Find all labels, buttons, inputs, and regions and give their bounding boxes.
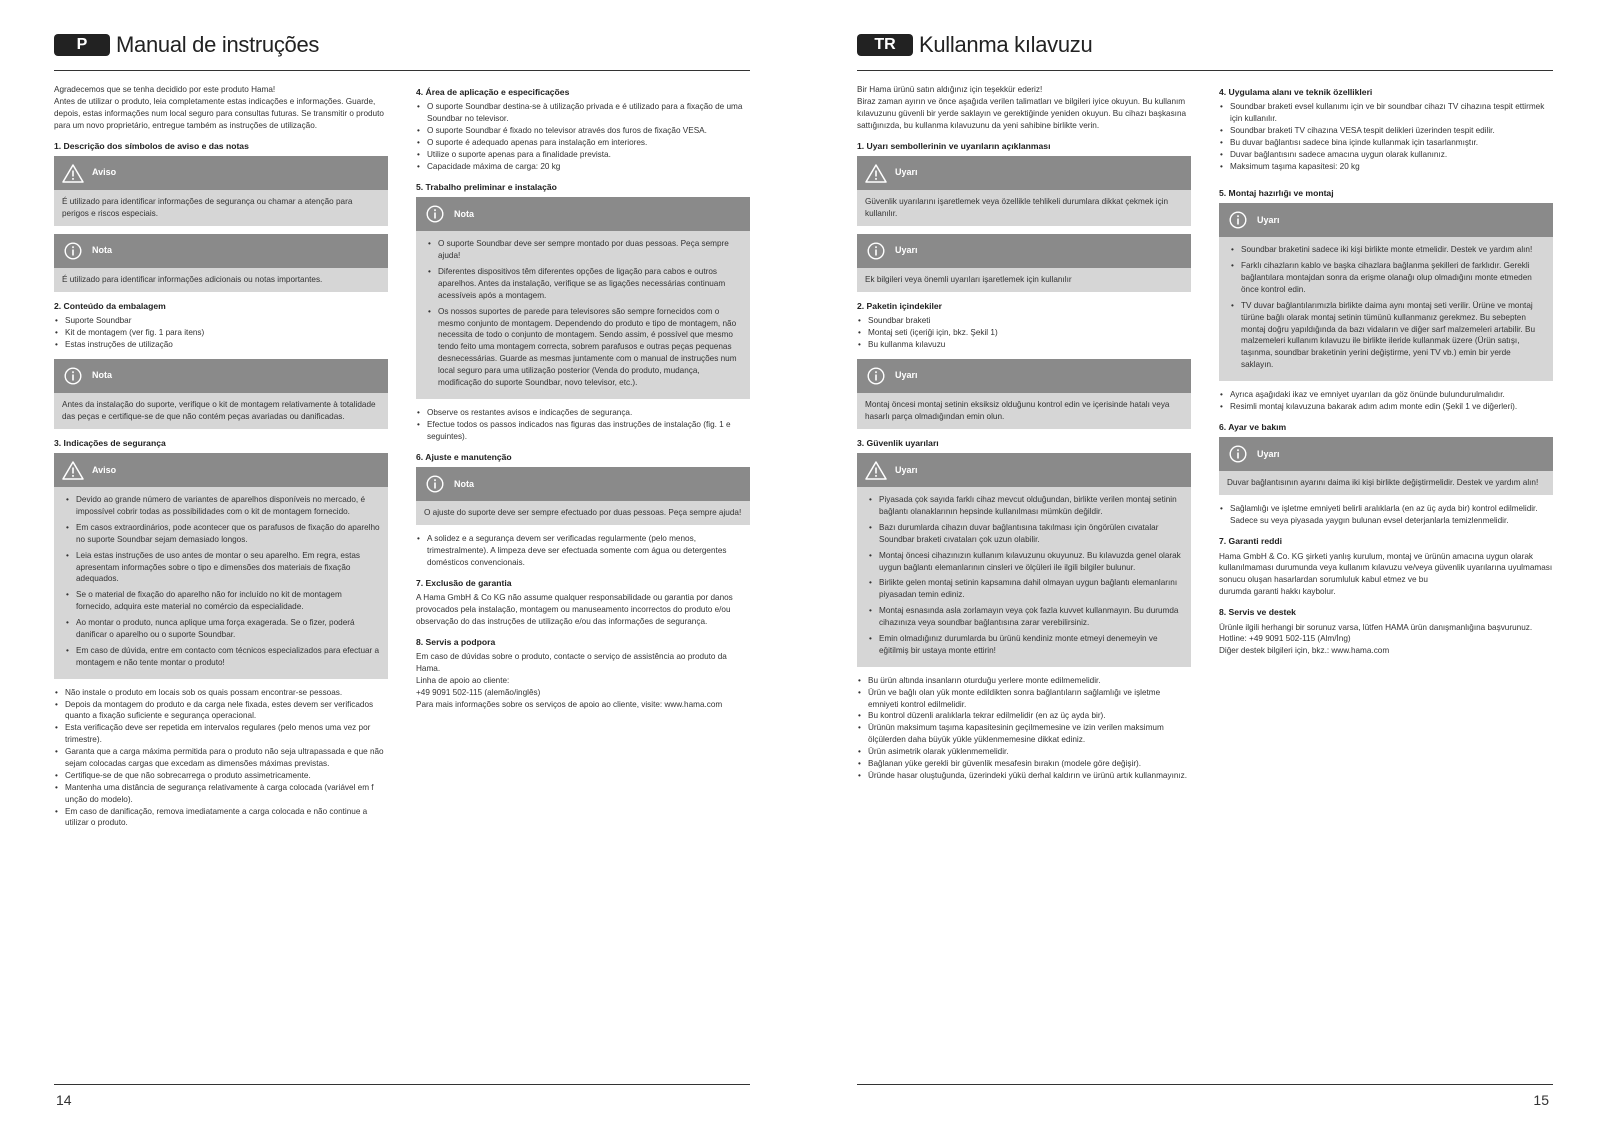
header-divider: [857, 70, 1553, 71]
bullet-list: [416, 101, 750, 172]
section-heading: 3. Güvenlik uyarıları: [857, 437, 939, 448]
list-item: • Montaj öncesi cihazınızın kullanım kılavuzunu okuyunuz. Bu kılavuzda genel olarak uygun bağlantı elemanlarının cinsleri ve ölçüleri ile ilgili bilgiler bulunur.: [865, 550, 1183, 574]
page-title: Manual de instruções: [116, 32, 320, 58]
list-item: • Ürün ve bağlı olan yük monte edildikten sonra bağlantıların sağlamlığı ve işletme emniyeti kontrol edilmelidir.: [857, 687, 1191, 711]
list-item: • Emin olmadığınız durumlarda bu ürünü kendiniz monte etmeyi denemeyin ve eğitilmiş bir ustaya monte ettirin!: [865, 633, 1183, 657]
info-icon: [865, 366, 887, 386]
info-icon: [424, 474, 446, 494]
list-item: • Utilize o suporte apenas para a finalidade prevista.: [416, 149, 750, 161]
section-heading: 1. Uyarı sembollerinin ve uyarıların açıklanması: [857, 140, 1051, 151]
list-item: • O suporte é adequado apenas para instalação em interiores.: [416, 137, 750, 149]
column-1: [857, 84, 1191, 790]
note-box: Nota O ajuste do suporte deve ser sempre efectuado por duas pessoas. Peça sempre ajuda!: [416, 467, 750, 525]
list-item: • Os nossos suportes de parede para televisores são sempre fornecidos com o mesmo conjunto de montagem. Dependendo do produto e tipo de montagem, não necessita de todo o conjunto de montagem. Sendo assim, é possível que mesmo tendo feito uma montagem correcta, sobrem parafusos e outras peças pequenas desnecessárias. Guarde as mesmas juntamente com o manual de instruções num local seguro para uma utilização posterior (Venda do produto, mudança, modificação do suporte Soundbar, novo televisor, etc.).: [424, 306, 742, 389]
list-item: • TV duvar bağlantılarımızla birlikte daima aynı montaj seti verilir. Ürüne ve montaj türüne bağlı olarak montaj setinin tümünü kullanmanız gerekmez. Bu sebepten montaj doğru yapıldığında da bazı vidaların ve diğer sarf malzemeleri artabilir. Bu malzemeleri kullanım kılavuzu ile birlikte ileride kullanmak üzere (Ürün satışı, taşınma, soundbar braketinin yerini değiştirme, yeni TV vb.) emin bir yerde saklayın.: [1227, 300, 1545, 371]
list-item: • Soundbar braketini sadece iki kişi birlikte monte etmelidir. Destek ve yardım alın!: [1227, 244, 1545, 256]
warning-triangle-icon: [865, 163, 887, 183]
warning-triangle-icon: [62, 163, 84, 183]
bullet-list: [1219, 101, 1553, 172]
section-heading: 6. Ayar ve bakım: [1219, 421, 1287, 432]
list-item: • Se o material de fixação do aparelho não for incluído no kit de montagem fornecido, adquira este material no comércio da especialidade.: [62, 589, 380, 613]
section-heading: 7. Exclusão de garantia: [416, 577, 512, 588]
list-item: • Resimli montaj kılavuzuna bakarak adım adım monte edin (Şekil 1 ve diğerleri).: [1219, 401, 1553, 413]
info-icon: [865, 241, 887, 261]
list-item: • Duvar bağlantısını sadece amacına uygun olarak kullanınız.: [1219, 149, 1553, 161]
section-heading: 1. Descrição dos símbolos de aviso e das notas: [54, 140, 249, 151]
list-item: • Não instale o produto em locais sob os quais possam encontrar-se pessoas.: [54, 687, 388, 699]
list-item: • Em caso de danificação, remova imediatamente a carga colocada e não continue a utilizar o produto.: [54, 806, 388, 830]
intro: Agradecemos que se tenha decidido por este produto Hama! Antes de utilizar o produto, leia completamente estas indicações e informações. Guarde, depois, estas informações num local seguro para consultas futuras. Se transmitir o produto para um novo proprietário, entregue também as instruções de utilização.: [54, 85, 384, 130]
list-item: • Sağlamlığı ve işletme emniyeti belirli aralıklarla (en az üç ayda bir) kontrol edilmelidir. Sadece su veya piyasada yaygın bulunan evsel deterjanlarla temizlenmelidir.: [1219, 503, 1553, 527]
note-box: Uyarı Duvar bağlantısının ayarını daima iki kişi birlikte değiştirmelidir. Destek ve yardım alın!: [1219, 437, 1553, 495]
list-item: • Bazı durumlarda cihazın duvar bağlantısına takılması için öngörülen cıvatalar Soundbar braketi cıvataları çok uzun olabilir.: [865, 522, 1183, 546]
section-heading: 8. Servis ve destek: [1219, 607, 1296, 618]
section-heading: 2. Conteúdo da embalagem: [54, 300, 166, 311]
list-item: • O suporte Soundbar é fixado no televisor através dos furos de fixação VESA.: [416, 125, 750, 137]
column-2: [1219, 84, 1553, 665]
info-icon: [1227, 444, 1249, 464]
list-item: • Observe os restantes avisos e indicações de segurança.: [416, 407, 750, 419]
bullet-list: [54, 687, 388, 830]
warning-box: Aviso • Devido ao grande número de variantes de aparelhos disponíveis no mercado, é impossível cobrir todas as possibilidades com o kit de montagem fornecido. • Em casos extraordinários, pode acontecer que os parafusos de fixação do aparelho no suporte Soundbar sejam demasiado longos. • Leia estas instruções de uso antes de montar o seu aparelho. Em regra, estas apresentam informações sobre o tipo e dimensões dos materiais de fixação adequados. • Se o material de fixação do aparelho não for incluído no kit de montagem fornecido, adquira este material no comércio da especialidade. • Ao montar o produto, nunca aplique uma força exagerada. Se o fizer, poderá danificar o aparelho ou o suporte Soundbar. • Em caso de dúvida, entre em contacto com técnicos especializados para efectuar a montagem e não tente montar o produto!: [54, 453, 388, 679]
language-badge: P: [54, 34, 110, 56]
list-item: • Ürünün maksimum taşıma kapasitesinin geçilmemesine ve izin verilen maksimum ölçülerden daha büyük yükle yüklenmemesine dikkat ediniz.: [857, 722, 1191, 746]
warning-box: Uyarı • Piyasada çok sayıda farklı cihaz mevcut olduğundan, birlikte verilen montaj setinin bağlantı olanaklarının hepsinde kullanılması mümkün değildir. • Bazı durumlarda cihazın duvar bağlantısına takılması için öngörülen cıvatalar Soundbar braketi cıvataları çok uzun olabilir. • Montaj öncesi cihazınızın kullanım kılavuzunu okuyunuz. Bu kılavuzda genel olarak uygun bağlantı elemanlarının cinsleri ve ölçüleri ile ilgili bilgiler bulunur. • Birlikte gelen montaj setinin kapsamına dahil olmayan uygun bağlantı elemanlarını piyasadan temin ediniz. • Montaj esnasında asla zorlamayın veya çok fazla kuvvet kullanmayın. Bu durumda cihazınıza veya soundbar bağlantısına zarar verebilirsiniz. • Emin olmadığınız durumlarda bu ürünü kendiniz monte etmeyi denemeyin ve eğitilmiş bir ustaya monte ettirin!: [857, 453, 1191, 667]
list-item: • Estas instruções de utilização: [54, 339, 388, 351]
list-item: • Bu kullanma kılavuzu: [857, 339, 1191, 351]
list-item: • O suporte Soundbar destina-se à utilização privada e é utilizado para a fixação de uma Soundbar no televisor.: [416, 101, 750, 125]
list-item: • Üründe hasar oluştuğunda, üzerindeki yükü derhal kaldırın ve ürünü artık kullanmayınız.: [857, 770, 1191, 782]
list-item: • Bu ürün altında insanların oturduğu yerlere monte edilmemelidir.: [857, 675, 1191, 687]
list-item: • Bu kontrol düzenli aralıklarla tekrar edilmelidir (en az üç ayda bir).: [857, 710, 1191, 722]
list-item: • Piyasada çok sayıda farklı cihaz mevcut olduğundan, birlikte verilen montaj setinin bağlantı olanaklarının hepsinde kullanılması mümkün değildir.: [865, 494, 1183, 518]
list-item: • Kit de montagem (ver fig. 1 para itens): [54, 327, 388, 339]
list-item: • Mantenha uma distância de segurança relativamente à carga colocada (variável em f unção do modelo).: [54, 782, 388, 806]
list-item: • Bu duvar bağlantısı sadece bina içinde kullanmak için tasarlanmıştır.: [1219, 137, 1553, 149]
note-box: Nota É utilizado para identificar informações adicionais ou notas importantes.: [54, 234, 388, 292]
bullet-list: [857, 675, 1191, 782]
note-box: Uyarı Ek bilgileri veya önemli uyarıları işaretlemek için kullanılır: [857, 234, 1191, 292]
bullet-list: [416, 533, 750, 569]
footer-divider: [54, 1084, 750, 1085]
list-item: • Diferentes dispositivos têm diferentes opções de ligação para cabos e outros aparelhos. Antes da instalação, verifique se as ligações necessárias continuam acessíveis após a montagem.: [424, 266, 742, 302]
section-heading: 4. Uygulama alanı ve teknik özellikleri: [1219, 87, 1373, 97]
list-item: • Efectue todos os passos indicados nas figuras das instruções de instalação (fig. 1 e seguintes).: [416, 419, 750, 443]
section-heading: 7. Garanti reddi: [1219, 536, 1283, 547]
warning-triangle-icon: [62, 460, 84, 480]
page-header: [54, 32, 319, 58]
list-item: • Esta verificação deve ser repetida em intervalos regulares (pelo menos uma vez por trimestre).: [54, 722, 388, 746]
list-item: • Ao montar o produto, nunca aplique uma força exagerada. Se o fizer, poderá danificar o aparelho ou o suporte Soundbar.: [62, 617, 380, 641]
list-item: • Em caso de dúvida, entre em contacto com técnicos especializados para efectuar a montagem e não tente montar o produto!: [62, 645, 380, 669]
list-item: • Soundbar braketi: [857, 315, 1191, 327]
info-icon: [62, 366, 84, 386]
list-item: • Montaj esnasında asla zorlamayın veya çok fazla kuvvet kullanmayın. Bu durumda cihazınıza veya soundbar bağlantısına zarar verebilirsiniz.: [865, 605, 1183, 629]
note-box: Nota Antes da instalação do suporte, verifique o kit de montagem relativamente à totalidade das peças e certifique-se de que não contém peças avariadas ou danificadas.: [54, 359, 388, 429]
warranty-text: A Hama GmbH & Co KG não assume qualquer responsabilidade ou garantia por danos provocados pela instalação, montagem ou manuseamento incorrectos do produto e/ou observação do das instruções de utilização e/ou das informações de segurança.: [416, 593, 733, 626]
header-divider: [54, 70, 750, 71]
page-right: [857, 0, 1553, 1136]
section-heading: 6. Ajuste e manutenção: [416, 451, 512, 462]
page-title: Kullanma kılavuzu: [919, 32, 1093, 58]
page-number: 15: [1533, 1092, 1549, 1108]
warranty-text: Hama GmbH & Co. KG şirketi yanlış kurulum, montaj ve ürünün amacına uygun olarak kullanılmaması durumunda veya kullanım kılavuzu ve/veya güvenlik uyarılarına uyulmaması sonucu oluşan hasarlardan sorumluluk kabul etmez ve bu durumda garanti hakkı kaybolur.: [1219, 551, 1553, 597]
language-badge: TR: [857, 34, 913, 56]
support-text: Ürünle ilgili herhangi bir sorunuz varsa, lütfen HAMA ürün danışmanlığına başvurunuz. Hotline: +49 9091 502-115 (Alm/İng) Diğer destek bilgileri için, bkz.: www.hama.com: [1219, 622, 1533, 656]
list-item: • Birlikte gelen montaj setinin kapsamına dahil olmayan uygun bağlantı elemanlarını piyasadan temin ediniz.: [865, 577, 1183, 601]
list-item: • Capacidade máxima de carga: 20 kg: [416, 161, 750, 173]
list-item: • Certifique-se de que não sobrecarrega o produto assimetricamente.: [54, 770, 388, 782]
note-box: Uyarı Montaj öncesi montaj setinin eksiksiz olduğunu kontrol edin ve içerisinde hatalı veya hasarlı parça olmadığından emin olun.: [857, 359, 1191, 429]
note-box: Uyarı • Soundbar braketini sadece iki kişi birlikte monte etmelidir. Destek ve yardım alın! • Farklı cihazların kablo ve başka cihazlara bağlanma şekilleri de farklıdır. Gerekli bağlantılara montajdan sonra da erişme olanağı olup olmadığını monte etmeden önce kontrol edin. • TV duvar bağlantılarımızla birlikte daima aynı montaj seti verilir. Ürüne ve montaj türüne bağlı olarak montaj setinin tümünü kullanmanız gerekmez. Bu sebepten montaj doğru yapıldığında da bazı vidaların ve diğer sarf malzemeleri artabilir. Bu malzemeleri kullanım kılavuzu ile birlikte ileride kullanmak üzere (Ürün satışı, taşınma, soundbar braketinin yerini değiştirme, yeni TV vb.) emin bir yerde saklayın.: [1219, 203, 1553, 381]
page-left: [54, 0, 750, 1136]
list-item: • O suporte Soundbar deve ser sempre montado por duas pessoas. Peça sempre ajuda!: [424, 238, 742, 262]
warning-box: Uyarı Güvenlik uyarılarını işaretlemek veya özellikle tehlikeli durumlara dikkat çekmek için kullanılır.: [857, 156, 1191, 226]
section-heading: 5. Montaj hazırlığı ve montaj: [1219, 187, 1334, 198]
bullet-list: [54, 315, 388, 351]
list-item: • Ürün asimetrik olarak yüklenmemelidir.: [857, 746, 1191, 758]
info-icon: [62, 241, 84, 261]
list-item: • Farklı cihazların kablo ve başka cihazlara bağlanma şekilleri de farklıdır. Gerekli bağlantılara montajdan sonra da erişme olanağı olup olmadığını monte etmeden önce kontrol edin.: [1227, 260, 1545, 296]
info-icon: [1227, 210, 1249, 230]
note-box: Nota • O suporte Soundbar deve ser sempre montado por duas pessoas. Peça sempre ajuda! • Diferentes dispositivos têm diferentes opções de ligação para cabos e outros aparelhos. Antes da instalação, verifique se as ligações necessárias continuam acessíveis após a montagem. • Os nossos suportes de parede para televisores são sempre fornecidos com o mesmo conjunto de montagem. Dependendo do produto e tipo de montagem, não necessita de todo o conjunto de montagem. Sendo assim, é possível que mesmo tendo feito uma montagem correcta, sobrem parafusos e outras peças pequenas desnecessárias. Guarde as mesmas juntamente com o manual de instruções num local seguro para uma utilização posterior (Venda do produto, mudança, modificação do suporte Soundbar, novo televisor, etc.).: [416, 197, 750, 399]
list-item: • Montaj seti (içeriği için, bkz. Şekil 1): [857, 327, 1191, 339]
footer-divider: [857, 1084, 1553, 1085]
bullet-list: [857, 315, 1191, 351]
section-heading: 5. Trabalho preliminar e instalação: [416, 181, 557, 192]
warning-triangle-icon: [865, 460, 887, 480]
list-item: • Garanta que a carga máxima permitida para o produto não seja ultrapassada e que não sejam colocadas cargas que excedam as dimensões máximas previstas.: [54, 746, 388, 770]
bullet-list: [1219, 503, 1553, 527]
list-item: • A solidez e a segurança devem ser verificadas regularmente (pelo menos, trimestralmente). A limpeza deve ser efectuada somente com água ou detergentes domésticos convencionais.: [416, 533, 750, 569]
support-text: Em caso de dúvidas sobre o produto, contacte o serviço de assistência ao produto da Hama. Linha de apoio ao cliente: +49 9091 502-115 (alemão/inglês) Para mais informações sobre os serviços de apoio ao cliente, visite: www.hama.com: [416, 652, 727, 709]
list-item: • Depois da montagem do produto e da carga nele fixada, estes devem ser verificados quanto a fixação suficiente e segurança operacional.: [54, 699, 388, 723]
list-item: • Suporte Soundbar: [54, 315, 388, 327]
list-item: • Em casos extraordinários, pode acontecer que os parafusos de fixação do aparelho no suporte Soundbar sejam demasiado longos.: [62, 522, 380, 546]
column-1: [54, 84, 388, 837]
list-item: • Soundbar braketi TV cihazına VESA tespit delikleri üzerinden tespit edilir.: [1219, 125, 1553, 137]
list-item: • Leia estas instruções de uso antes de montar o seu aparelho. Em regra, estas apresentam informações sobre o tipo e dimensões dos materiais de fixação adequados.: [62, 550, 380, 586]
list-item: • Bağlanan yüke gerekli bir güvenlik mesafesin bırakın (modele göre değişir).: [857, 758, 1191, 770]
warning-box: Aviso É utilizado para identificar informações de segurança ou chamar a atenção para perigos e riscos especiais.: [54, 156, 388, 226]
bullet-list: [1219, 389, 1553, 413]
section-heading: 3. Indicações de segurança: [54, 437, 166, 448]
column-2: [416, 84, 750, 719]
page-header: [857, 32, 1092, 58]
list-item: • Ayrıca aşağıdaki ikaz ve emniyet uyarıları da göz önünde bulundurulmalıdır.: [1219, 389, 1553, 401]
list-item: • Maksimum taşıma kapasitesi: 20 kg: [1219, 161, 1553, 173]
section-heading: 8. Servis a podpora: [416, 636, 496, 647]
section-heading: 2. Paketin içindekiler: [857, 300, 943, 311]
page-number: 14: [56, 1092, 72, 1108]
list-item: • Devido ao grande número de variantes de aparelhos disponíveis no mercado, é impossível cobrir todas as possibilidades com o kit de montagem fornecido.: [62, 494, 380, 518]
info-icon: [424, 204, 446, 224]
list-item: • Soundbar braketi evsel kullanımı için ve bir soundbar cihazı TV cihazına tespit ettirmek için kullanılır.: [1219, 101, 1553, 125]
intro: Bir Hama ürünü satın aldığınız için teşekkür ederiz! Biraz zaman ayırın ve önce aşağıda verilen talimatları ve bilgileri iyice okuyun. Bu kullanım kılavuzunu güvenli bir yerde saklayın ve gerektiğinde yeniden okuyun. Bu cihazı başkasına sattığınızda, bu kullanma kılavuzunu da yeni sahibine birlikte verin.: [857, 85, 1187, 130]
bullet-list: [416, 407, 750, 443]
section-heading: 4. Área de aplicação e especificações: [416, 87, 570, 97]
